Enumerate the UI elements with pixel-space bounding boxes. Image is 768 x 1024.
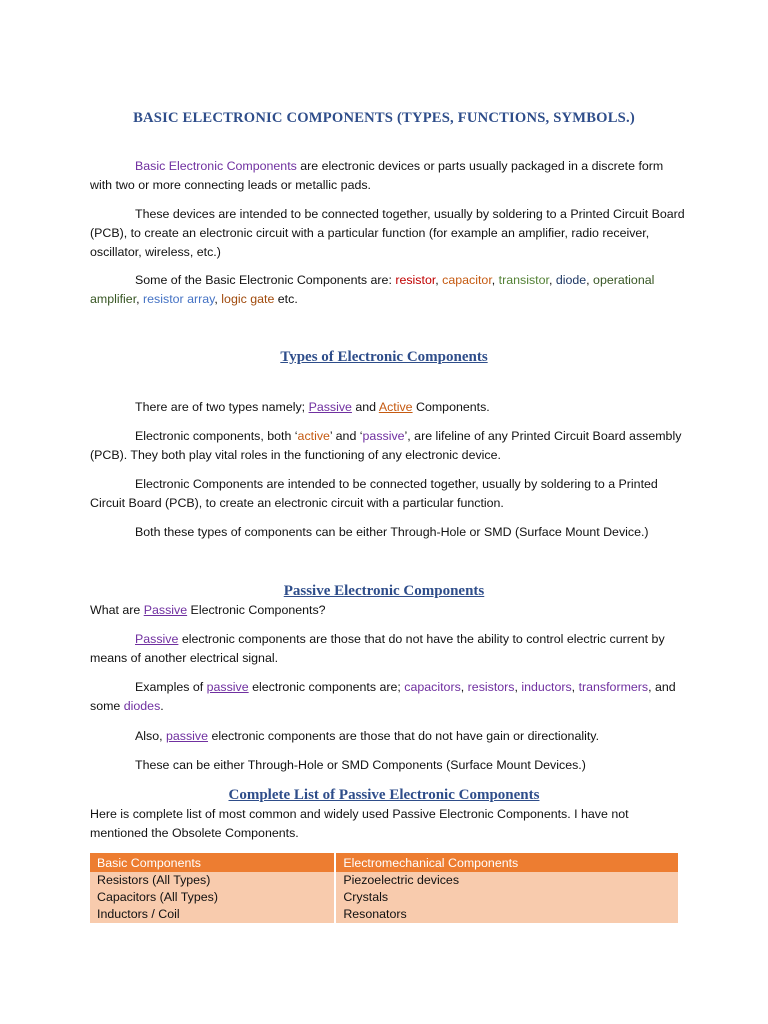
term-active: active	[297, 429, 330, 443]
term-transformers: transformers	[578, 680, 649, 694]
term-basic-components: Basic Electronic Components	[135, 159, 297, 173]
intro-paragraph-2: These devices are intended to be connected together, usually by soldering to a Printed Circuit Board (PCB), to create an electronic circuit with a particular function (for example an amplifier, radio receiver, oscillator, wireless, etc.)	[90, 207, 685, 259]
passive-components-table	[90, 853, 678, 923]
term-passive: passive	[362, 429, 405, 443]
table-row	[90, 872, 678, 889]
link-active[interactable]: Active	[378, 400, 413, 414]
term-capacitor: capacitor	[442, 273, 492, 287]
term-transistor: transistor	[498, 273, 549, 287]
term-diodes: diodes	[123, 699, 161, 713]
types-paragraph-4: Both these types of components can be either Through-Hole or SMD (Surface Mount Device.)	[135, 525, 649, 539]
intro-paragraph-1: Basic Electronic Components are electronic devices or parts usually packaged in a discrete form with two or more connecting leads or metallic pads.	[90, 159, 664, 192]
term-capacitors: capacitors	[404, 680, 461, 694]
table-row	[90, 906, 678, 923]
link-passive-question[interactable]: Passive	[143, 603, 188, 617]
passive-question: What are Passive Electronic Components?	[90, 603, 326, 617]
link-passive[interactable]: Passive	[308, 400, 352, 414]
link-passive-examples[interactable]: passive	[206, 680, 249, 694]
passive-paragraph-2: Examples of passive electronic components are; capacitors, resistors, inductors, transformers, and some diodes.	[90, 680, 676, 713]
table-cell: Resistors (All Types)	[90, 872, 335, 889]
term-inductors: inductors	[521, 680, 572, 694]
link-passive-gain[interactable]: passive	[166, 729, 209, 743]
term-diode: diode	[555, 273, 587, 287]
list-intro-paragraph: Here is complete list of most common and widely used Passive Electronic Components. I have not mentioned the Obsolete Components.	[90, 807, 629, 840]
table-cell: Piezoelectric devices	[335, 872, 678, 889]
term-operational-amplifier: operational amplifier	[90, 273, 655, 306]
passive-paragraph-4: These can be either Through-Hole or SMD Components (Surface Mount Devices.)	[135, 758, 586, 772]
types-paragraph-1: There are of two types namely; Passive and Active Components.	[135, 400, 490, 414]
passive-paragraph-1: Passive electronic components are those that do not have the ability to control electric current by means of another electrical signal.	[90, 632, 665, 665]
heading-complete-list: Complete List of Passive Electronic Components	[228, 787, 540, 803]
column-header-basic: Basic Components	[90, 853, 335, 872]
table-row	[90, 889, 678, 906]
heading-passive: Passive Electronic Components	[283, 583, 485, 599]
document-title: BASIC ELECTRONIC COMPONENTS (TYPES, FUNCTIONS, SYMBOLS.)	[133, 110, 635, 126]
heading-types: Types of Electronic Components	[280, 349, 488, 365]
intro-paragraph-3: Some of the Basic Electronic Components are: resistor, capacitor, transistor, diode, operational amplifier, resistor array, logic gate etc.	[90, 273, 655, 306]
table-cell: Capacitors (All Types)	[90, 889, 335, 906]
term-resistor-array: resistor array	[143, 292, 215, 306]
table-cell: Inductors / Coil	[90, 906, 335, 923]
table-cell: Crystals	[335, 889, 678, 906]
column-header-electromechanical: Electromechanical Components	[335, 853, 678, 872]
term-resistors: resistors	[467, 680, 515, 694]
passive-paragraph-3: Also, passive electronic components are those that do not have gain or directionality.	[135, 729, 600, 743]
table-cell: Resonators	[335, 906, 678, 923]
table-header-row	[90, 853, 678, 872]
term-logic-gate: logic gate	[221, 292, 275, 306]
types-paragraph-2: Electronic components, both ‘active’ and ‘passive’, are lifeline of any Printed Circuit Board assembly (PCB). They both play vital roles in the functioning of any electronic device.	[90, 429, 682, 462]
link-passive-definition[interactable]: Passive	[135, 632, 179, 646]
types-paragraph-3: Electronic Components are intended to be connected together, usually by soldering to a Printed Circuit Board (PCB), to create an electronic circuit with a particular function.	[90, 477, 658, 510]
term-resistor: resistor	[395, 273, 436, 287]
